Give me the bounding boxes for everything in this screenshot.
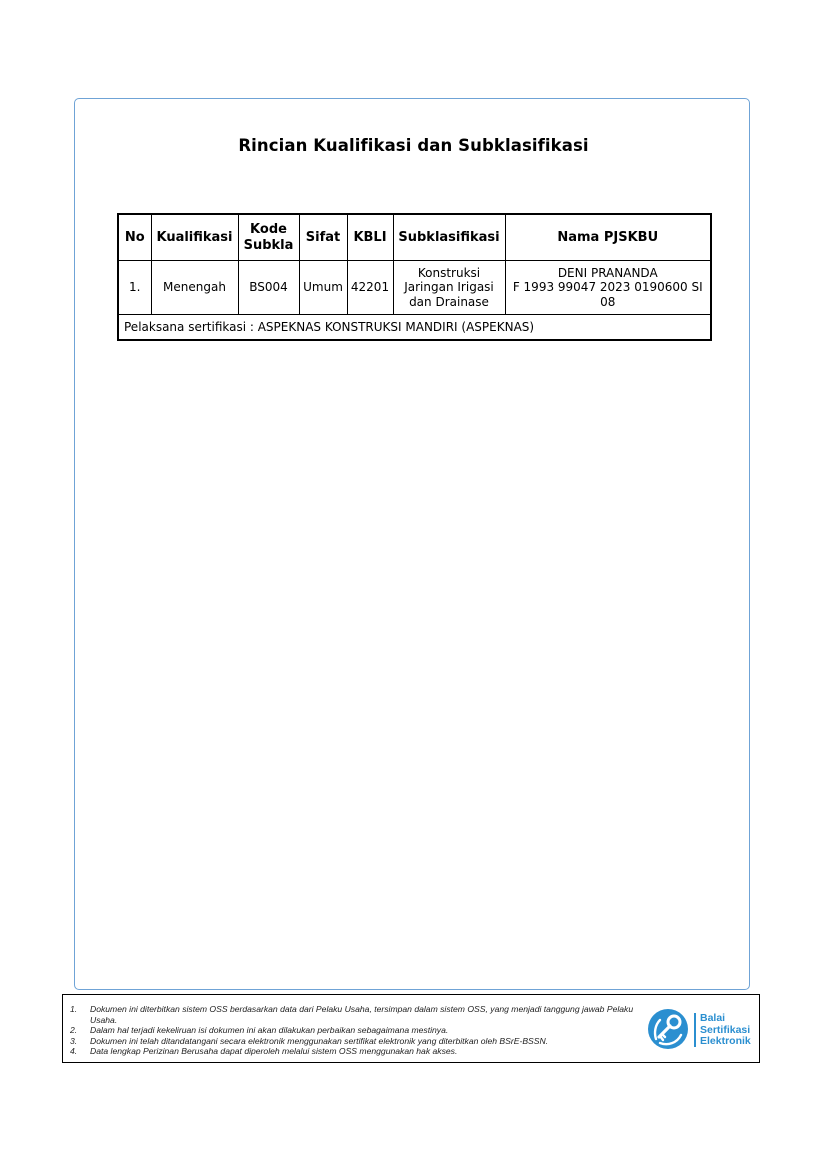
disclaimer-item [70, 1004, 650, 1025]
qualification-table [117, 213, 712, 341]
disclaimer-footer [62, 994, 760, 1063]
disclaimer-text: Data lengkap Perizinan Berusaha dapat diperoleh melalui sistem OSS menggunakan hak akses. [90, 1046, 458, 1056]
col-header-nama-pjskbu: Nama PJSKBU [505, 214, 711, 261]
pelaksana-row [118, 315, 711, 341]
col-header-kbli: KBLI [347, 214, 393, 261]
table-header-row [118, 214, 711, 261]
table-row [118, 261, 711, 315]
cell-kbli: 42201 [347, 261, 393, 315]
col-header-subklasifikasi: Subklasifikasi [393, 214, 505, 261]
disclaimer-item [70, 1046, 650, 1057]
disclaimer-list [70, 1004, 650, 1057]
disclaimer-item [70, 1036, 650, 1047]
disclaimer-number: 3. [70, 1035, 78, 1046]
logo-line: Balai [700, 1012, 726, 1024]
disclaimer-text: Dokumen ini diterbitkan sistem OSS berdasarkan data dari Pelaku Usaha, tersimpan dalam sistem OSS, yang menjadi tanggung jawab Pelaku Usaha. [90, 1004, 634, 1025]
bsre-key-icon [648, 1009, 688, 1049]
col-header-sifat: Sifat [299, 214, 347, 261]
cell-sifat: Umum [299, 261, 347, 315]
document-title: Rincian Kualifikasi dan Subklasifikasi [238, 136, 589, 155]
cell-no: 1. [118, 261, 151, 315]
cell-nama-pjskbu [505, 261, 711, 315]
cell-kualifikasi: Menengah [151, 261, 238, 315]
subklasifikasi-line: Jaringan Irigasi [404, 280, 494, 295]
logo-text [700, 1013, 751, 1048]
disclaimer-text: Dokumen ini telah ditandatangani secara elektronik menggunakan sertifikat elektronik yang diterbitkan oleh BSrE-BSSN. [90, 1035, 549, 1046]
col-header-kualifikasi: Kualifikasi [151, 214, 238, 261]
col-header-kode-subkla [238, 214, 299, 261]
subklasifikasi-line: dan Drainase [409, 294, 489, 309]
disclaimer-item [70, 1025, 650, 1036]
logo-divider [694, 1013, 696, 1047]
col-header-kode-line2: Subkla [243, 237, 294, 253]
logo-line: Sertifikasi [700, 1023, 751, 1036]
col-header-kode-line1: Kode [250, 221, 287, 237]
disclaimer-text: Dalam hal terjadi kekeliruan isi dokumen ini akan dilakukan perbaikan sebagaimana mestinya. [90, 1025, 449, 1035]
disclaimer-number: 1. [70, 1004, 78, 1014]
bsre-logo [648, 1009, 758, 1051]
subklasifikasi-line: Konstruksi [417, 265, 481, 280]
logo-line: Elektronik [700, 1035, 751, 1047]
cell-kode-subkla: BS004 [238, 261, 299, 315]
disclaimer-number: 4. [70, 1046, 78, 1056]
cell-subklasifikasi [393, 261, 505, 315]
pelaksana-sertifikasi: Pelaksana sertifikasi : ASPEKNAS KONSTRUKSI MANDIRI (ASPEKNAS) [118, 315, 711, 341]
pjskbu-id: F 1993 99047 2023 0190600 SI 08 [512, 280, 703, 309]
disclaimer-number: 2. [70, 1025, 78, 1035]
pjskbu-name: DENI PRANANDA [557, 265, 658, 280]
col-header-no: No [118, 214, 151, 261]
